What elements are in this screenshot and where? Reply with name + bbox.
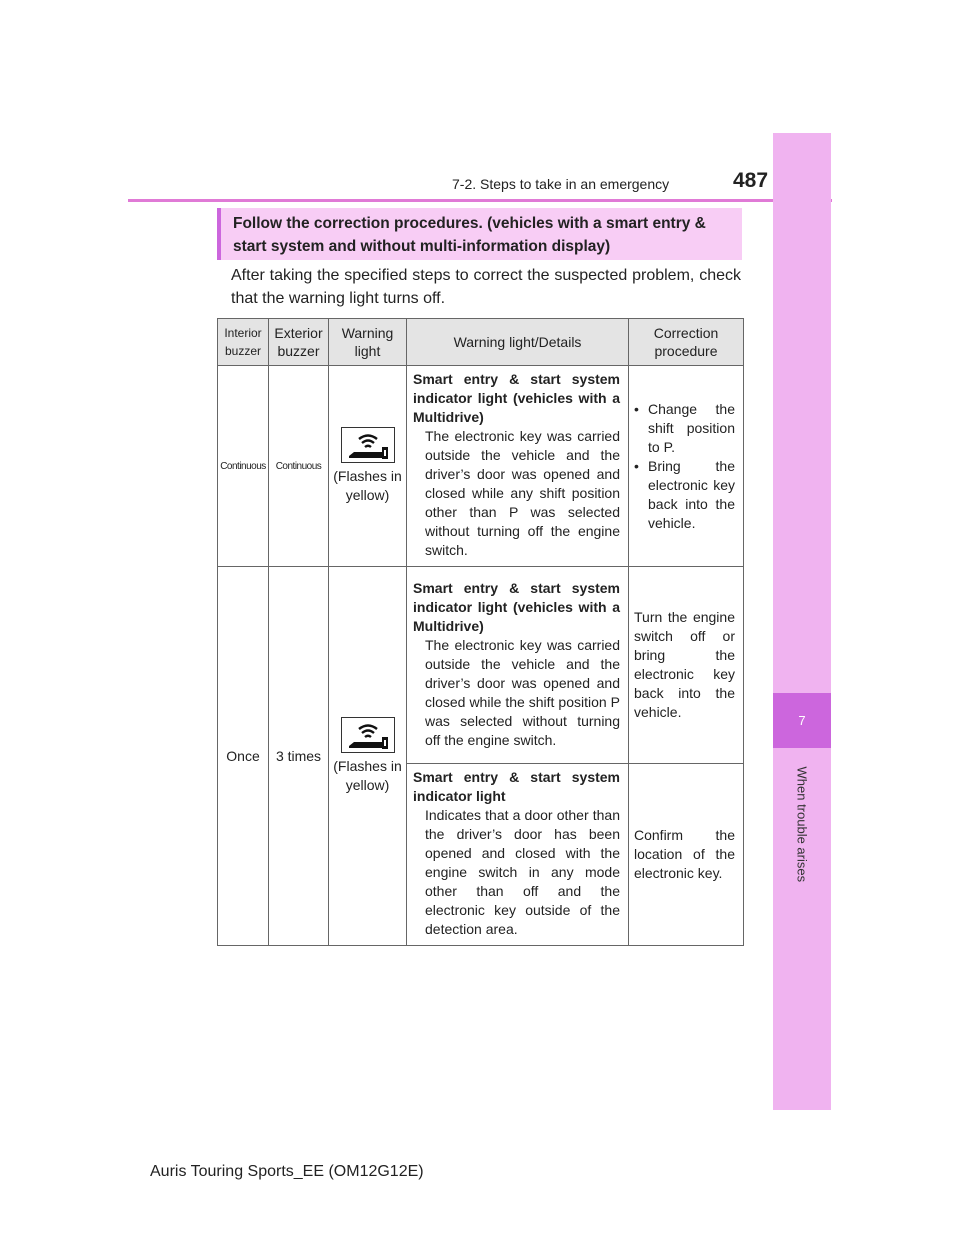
correction-cell: Confirm the location of the electronic key.: [629, 764, 744, 946]
exterior-buzzer-cell: 3 times: [269, 567, 329, 946]
warning-table: [217, 318, 744, 946]
procedure-callout: [217, 208, 742, 260]
table-row: [218, 366, 744, 567]
warning-title: Smart entry & start system indicator light: [413, 769, 620, 804]
correction-cell: [629, 366, 744, 567]
header-divider: [128, 199, 832, 202]
header-correction: Correction procedure: [629, 319, 744, 366]
warning-title: Smart entry & start system indicator light (vehicles with a Multidrive): [413, 579, 620, 634]
correction-list: [634, 400, 735, 533]
page-number: 487: [733, 169, 769, 192]
header-warning-light: Warning light: [329, 319, 407, 366]
exterior-buzzer-cell: Continuous: [269, 366, 329, 567]
header-details: Warning light/Details: [407, 319, 629, 366]
interior-buzzer-cell: Once: [218, 567, 269, 946]
warning-description: The electronic key was carried outside the vehicle and the driver’s door was opened and closed while the shift position P was selected without turning off the engine switch.: [425, 636, 620, 748]
warning-description: The electronic key was carried outside the vehicle and the driver’s door was opened and closed while any shift position other than P was selected without turning off the engine switch.: [425, 428, 620, 558]
chapter-side-tab: [773, 133, 831, 1110]
intro-paragraph: After taking the specified steps to correct the suspected problem, check that the warning light turns off.: [231, 267, 741, 307]
warning-title: Smart entry & start system indicator light (vehicles with a Multidrive): [413, 371, 620, 425]
details-cell: [407, 764, 629, 946]
table-row: [218, 567, 744, 764]
correction-item: • Bring the electronic key back into the vehicle.: [634, 457, 735, 533]
smart-key-indicator-icon: [341, 717, 395, 753]
interior-buzzer-cell: Continuous: [218, 366, 269, 567]
correction-item: • Change the shift position to P.: [634, 400, 735, 457]
flash-note: (Flashes in yellow): [333, 758, 402, 793]
smart-key-indicator-icon: [341, 427, 395, 463]
flash-note: (Flashes in yellow): [333, 468, 402, 503]
correction-cell: Turn the engine switch off or bring the electronic key back into the vehicle.: [629, 567, 744, 764]
details-cell: [407, 366, 629, 567]
warning-description: Indicates that a door other than the driver’s door has been opened and closed with the engine switch in any mode other than off and the electronic key outside of the detection area.: [425, 807, 620, 937]
chapter-title: When trouble arises: [794, 766, 810, 883]
header-exterior-buzzer: Exterior buzzer: [269, 319, 329, 366]
chapter-number: 7: [798, 713, 806, 728]
details-cell: [407, 567, 629, 764]
table-header-row: [218, 319, 744, 366]
section-title: 7-2. Steps to take in an emergency: [452, 176, 670, 192]
callout-text: Follow the correction procedures. (vehicles with a smart entry & start system and without multi-information display): [233, 215, 706, 255]
warning-light-cell: [329, 567, 407, 946]
header-interior-buzzer: Interior buzzer: [218, 319, 269, 366]
warning-light-cell: [329, 366, 407, 567]
footer-model: Auris Touring Sports_EE (OM12G12E): [150, 1163, 424, 1180]
